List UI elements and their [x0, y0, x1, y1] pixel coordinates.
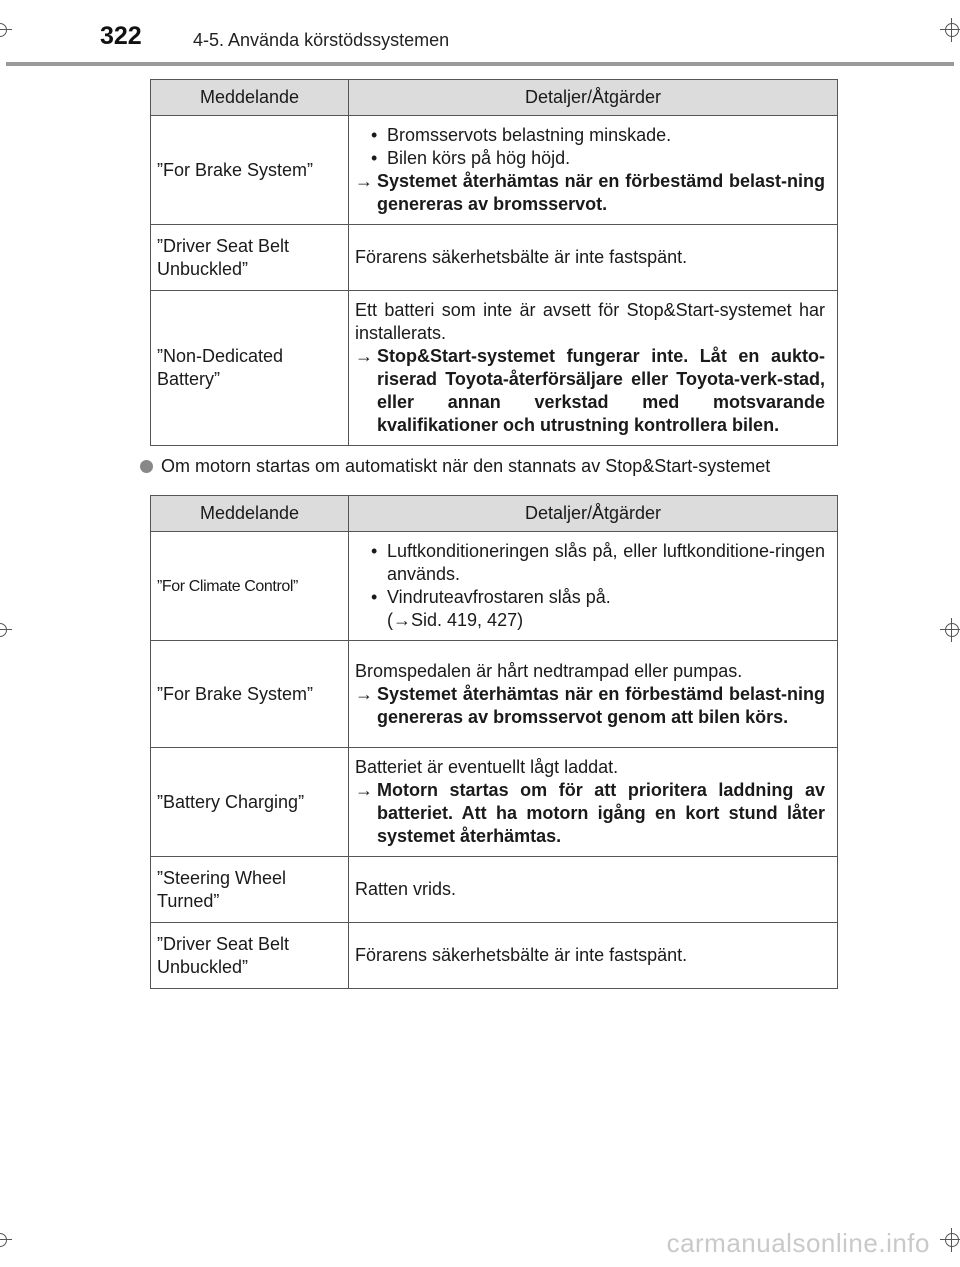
list-item: • Vindruteavfrostaren slås på.	[371, 587, 611, 607]
details-cell: Ett batteri som inte är avsett för Stop&Start-systemet har installerats. → Stop&Start-systemet fungerar inte. Låt en aukto-riserad Toyota-återförsäljare eller Toyota-verk-stad, eller annan verkstad med motsvarande kvalifikationer och utrustning kontrollera bilen.	[349, 291, 838, 446]
page-number: 322	[100, 22, 142, 50]
table-row	[151, 532, 838, 641]
column-header-message: Meddelande	[151, 496, 349, 532]
arrow-icon: →	[355, 171, 373, 191]
arrow-icon: →	[393, 610, 411, 630]
message-cell: ”Steering Wheel Turned”	[151, 857, 349, 923]
table-row	[151, 641, 838, 748]
column-header-details: Detaljer/Åtgärder	[349, 80, 838, 116]
message-cell: ”Driver Seat Belt Unbuckled”	[151, 225, 349, 291]
watermark: carmanualsonline.info	[666, 1228, 930, 1258]
arrow-icon: →	[355, 683, 373, 704]
section-bullet: Om motorn startas om automatiskt när den stannats av Stop&Start-systemet	[140, 456, 770, 477]
details-cell: Förarens säkerhetsbälte är inte fastspänt.	[349, 923, 838, 989]
column-header-message: Meddelande	[151, 80, 349, 116]
message-table-2	[150, 495, 838, 989]
table-row	[151, 291, 838, 446]
table-row	[151, 857, 838, 923]
message-cell: ”Driver Seat Belt Unbuckled”	[151, 923, 349, 989]
message-cell: ”For Brake System”	[151, 641, 349, 748]
details-cell: Förarens säkerhetsbälte är inte fastspänt.	[349, 225, 838, 291]
table-header-row	[151, 496, 838, 532]
table-row	[151, 116, 838, 225]
table-row	[151, 748, 838, 857]
bullet-icon	[140, 460, 153, 473]
details-cell: Ratten vrids.	[349, 857, 838, 923]
details-cell	[349, 532, 838, 641]
details-cell	[349, 116, 838, 225]
message-cell: ”Non-Dedicated Battery”	[151, 291, 349, 446]
action-note: → Motorn startas om för att prioritera laddning av batteriet. Att ha motorn igång en kort stund låter systemet återhämtas.	[355, 780, 825, 846]
list-item: • Bromsservots belastning minskade.	[371, 125, 672, 145]
registration-mark-icon	[0, 1228, 12, 1252]
column-header-details: Detaljer/Åtgärder	[349, 496, 838, 532]
page-reference: (→Sid. 419, 427)	[387, 610, 524, 630]
arrow-icon: →	[355, 346, 373, 366]
list-item: • Luftkonditioneringen slås på, eller luftkonditione-ringen används.	[371, 541, 825, 584]
table-header-row	[151, 80, 838, 116]
header-rule	[6, 62, 954, 66]
details-cell: Batteriet är eventuellt lågt laddat. → Motorn startas om för att prioritera laddning av batteriet. Att ha motorn igång en kort stund låter systemet återhämtas.	[349, 748, 838, 857]
message-cell: ”Battery Charging”	[151, 748, 349, 857]
action-note: → Stop&Start-systemet fungerar inte. Låt en aukto-riserad Toyota-återförsäljare eller Toyota-verk-stad, eller annan verkstad med motsvarande kvalifikationer och utrustning kontrollera bilen.	[355, 346, 825, 435]
registration-mark-icon	[940, 1228, 960, 1252]
table-row	[151, 923, 838, 989]
section-title: 4-5. Använda körstödssystemen	[193, 30, 450, 50]
registration-mark-icon	[940, 18, 960, 42]
registration-mark-icon	[940, 618, 960, 642]
action-note: → Systemet återhämtas när en förbestämd belast-ning genereras av bromsservot genom att bilen körs.	[355, 683, 825, 727]
registration-mark-icon	[0, 18, 12, 42]
message-cell: ”For Brake System”	[151, 116, 349, 225]
arrow-icon: →	[355, 780, 373, 800]
list-item: • Bilen körs på hög höjd.	[371, 148, 571, 168]
action-note: → Systemet återhämtas när en förbestämd belast-ning genereras av bromsservot.	[355, 171, 825, 214]
registration-mark-icon	[0, 618, 12, 642]
message-cell: ”For Climate Control”	[151, 532, 349, 641]
details-cell: Bromspedalen är hårt nedtrampad eller pumpas. → Systemet återhämtas när en förbestämd belast-ning genereras av bromsservot genom att bilen körs.	[349, 641, 838, 748]
table-row	[151, 225, 838, 291]
message-table-1	[150, 79, 838, 446]
